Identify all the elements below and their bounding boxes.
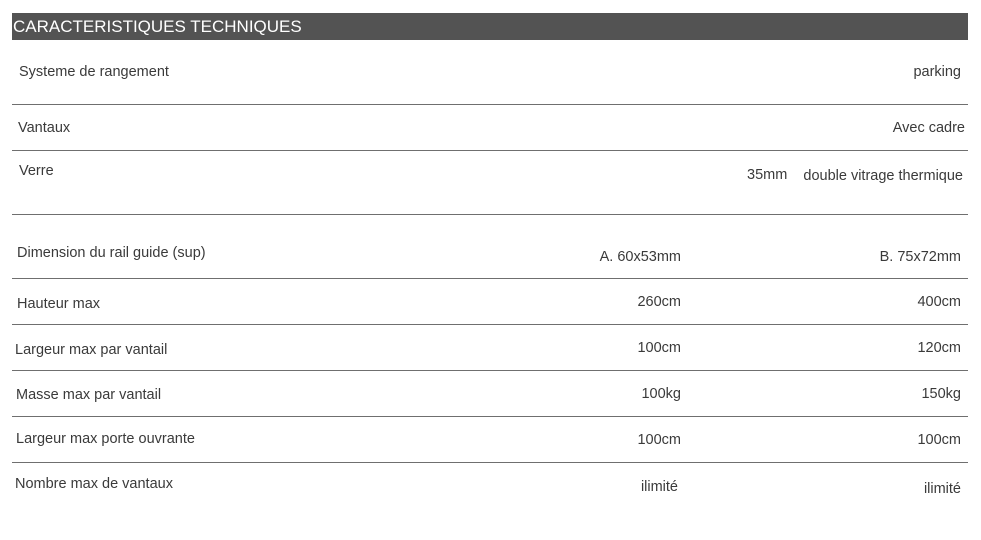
section-title: CARACTERISTIQUES TECHNIQUES [13,17,302,36]
spec-col-b-masse: 150kg [921,386,961,402]
row-divider [12,370,968,371]
row-value-systeme: parking [913,64,961,80]
row-divider [12,104,968,105]
spec-label-largeur-porte: Largeur max porte ouvrante [16,431,195,447]
row-label-systeme: Systeme de rangement [19,64,169,80]
spec-col-b-nombre: ilimité [923,481,961,497]
row-value-verre-type: double vitrage thermique [803,168,963,184]
row-label-vantaux: Vantaux [18,120,71,136]
section-header [12,13,968,40]
spec-col-a-masse: 100kg [641,386,681,402]
row-divider [12,416,968,417]
row-value-verre-thickness: 35mm [747,167,788,183]
spec-col-a-nombre: ilimité [640,479,678,495]
spec-col-a-hauteur: 260cm [637,294,681,310]
spec-col-a-rail: A. 60x53mm [599,249,681,265]
row-divider [12,150,968,151]
spec-col-b-largeur-vantail: 120cm [917,340,961,356]
spec-col-b-rail: B. 75x72mm [879,249,961,265]
spec-label-hauteur: Hauteur max [17,296,101,312]
spec-col-b-largeur-porte: 100cm [917,432,961,448]
spec-label-nombre: Nombre max de vantaux [15,476,173,492]
spec-label-largeur-vantail: Largeur max par vantail [15,342,168,358]
spec-label-masse: Masse max par vantail [16,387,162,403]
row-divider [12,324,968,325]
row-value-vantaux: Avec cadre [892,120,965,136]
spec-label-rail: Dimension du rail guide (sup) [17,245,206,261]
row-label-verre: Verre [19,163,54,179]
spec-col-a-largeur-vantail: 100cm [637,340,681,356]
row-divider [12,462,968,463]
row-divider [12,214,968,215]
spec-col-a-largeur-porte: 100cm [637,432,681,448]
row-divider [12,278,968,279]
spec-col-b-hauteur: 400cm [917,294,961,310]
